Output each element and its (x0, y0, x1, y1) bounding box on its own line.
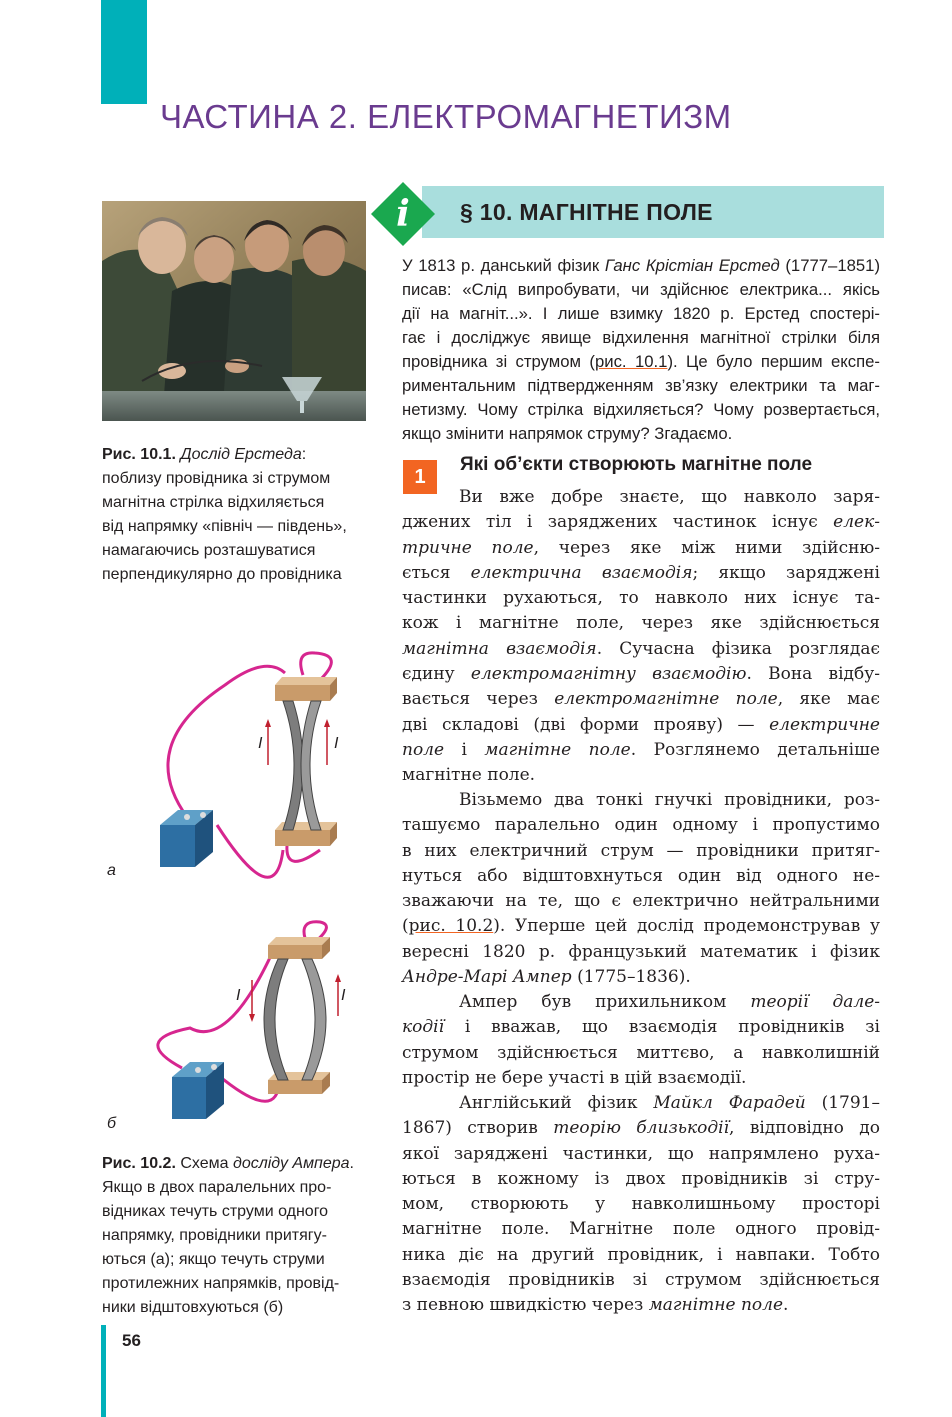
caption-line: Якщо в двох паралельних про- (102, 1179, 332, 1196)
caption-line: протилежних напрямків, провід- (102, 1275, 340, 1292)
paragraph-1: Ви вже добре знаєте, що навколо заря- джених тіл і заряджених частинок існує елек- тричне поле, через яке між ними здійсню- ється електрична взаємодія; якщо заряджені частинки рухаються, то навколо них існує та- кож і магнітне поле, через яке здійснюється магнітна взаємодія. Сучасна фізика розглядає єдину електромагнітну взаємодію. Вона відбу- вається через електромагнітне поле, яке має дві складові (дві форми прояву) — електричне поле і магнітне поле. Розглянемо детальніше магнітне поле. (402, 487, 880, 786)
section-title: § 10. МАГНІТНЕ ПОЛЕ (460, 199, 713, 225)
ampere-diagram-repel (150, 920, 360, 1130)
figure-link[interactable]: рис. 10.2 (408, 916, 494, 937)
caption-title: Дослід Ерстеда (180, 446, 302, 463)
current-label: I (334, 735, 339, 752)
caption-line: напрямку, провідники притягу- (102, 1227, 327, 1244)
caption-line: намагаючись розташуватися (102, 542, 316, 559)
oersted-experiment-photo (102, 201, 366, 421)
svg-text:i: i (396, 193, 410, 235)
caption-label: Рис. 10.1. (102, 446, 176, 463)
part-title: ЧАСТИНА 2. ЕЛЕКТРОМАГНЕТИЗМ (160, 98, 732, 135)
caption-line: поблизу провідника зі струмом (102, 470, 331, 487)
paragraph-2: Візьмемо два тонкі гнучкі провідники, роз- ташуємо паралельно один одному і пропустимо в них електричний струм — провідники притяг- нуться або відштовхнуться один від одного не- зважаючи на те, що є електрично нейтральними (рис. 10.2). Уперше цей дослід продемонстрував у вересні 1820 р. французький математик і фізик Андре-Марі Ампер (1775–1836). (402, 790, 880, 988)
current-label: I (258, 735, 263, 752)
caption-label: Рис. 10.2. (102, 1155, 176, 1172)
caption-line: ники відштовхуються (б) (102, 1299, 284, 1316)
paragraph-4: Англійський фізик Майкл Фарадей (1791– 1867) створив теорію близькодії, відповідно до якої заряджені частинки, що напрямлено руха- ються в кожному із двох провідників зі стру- мом, створюють у навколишньому просторі магнітне поле. Магнітне поле одного провід- ника діє на другий провідник, і навпаки. Тобто взаємодія провідників зі струмом здійснюється з певною швидкістю через магнітне поле. (402, 1093, 880, 1316)
caption-line: ються (а); якщо течуть струми (102, 1251, 325, 1268)
page-number: 56 (122, 1331, 141, 1350)
caption-line: від напрямку «північ — південь», (102, 518, 347, 535)
info-icon (370, 181, 436, 247)
figure-letter-a: а (107, 862, 116, 879)
paragraph-3: Ампер був прихильником теорії дале- кодії і вважав, що взаємодія провідників зі струмом здійснюється миттєво, а навколишній простір не бере участі в цій взаємодії. (402, 992, 880, 1088)
figure-letter-b: б (107, 1115, 116, 1132)
subsection-title: Які об’єкти створюють магнітне поле (460, 454, 813, 475)
caption-line: магнітна стрілка відхиляється (102, 494, 325, 511)
caption-line: відниках течуть струми одного (102, 1203, 329, 1220)
caption-line: перпендикулярно до провідника (102, 566, 342, 583)
scientist-name: Ганс Крістіан Ерстед (604, 256, 780, 275)
current-label: I (341, 987, 346, 1004)
ampere-diagram-attract (155, 645, 355, 895)
figure-10-1-caption: Рис. 10.1. Дослід Ерстеда: поблизу провідника зі струмом магнітна стрілка відхиляється від напрямку «північ — південь», намагаючись розташуватися перпендикулярно до провідника (102, 446, 347, 583)
figure-10-2-caption: Рис. 10.2. Схема досліду Ампера. Якщо в двох паралельних про- відниках течуть струми одного напрямку, провідники притягу- ються (а); якщо течуть струми протилежних напрямків, провід- ники відштовхуються (б) (102, 1155, 354, 1316)
page-margin-bar (101, 1325, 106, 1417)
caption-title: досліду Ампера (232, 1155, 350, 1172)
figure-link[interactable]: рис. 10.1 (594, 352, 668, 371)
caption-text: Схема (180, 1155, 229, 1172)
chapter-marker (101, 0, 147, 104)
intro-paragraph: У 1813 р. данський фізик Ганс Крістіан Ерстед (1777–1851) писав: «Слід випробувати, чи здійснює електрика... якісь дії на магніт...». І лише взимку 1820 р. Ерстед спостері- гає і досліджує явище відхилення магнітної стрілки біля провідника зі струмом (рис. 10.1). Це було першим експе- риментальним підтвердженням зв’язку електрики та маг- нетизму. Чому стрілка відхиляється? Чому розвертається, якщо змінити напрямок струму? Згадаємо. (402, 256, 880, 443)
current-label: I (236, 987, 241, 1004)
subsection-number: 1 (403, 460, 437, 494)
